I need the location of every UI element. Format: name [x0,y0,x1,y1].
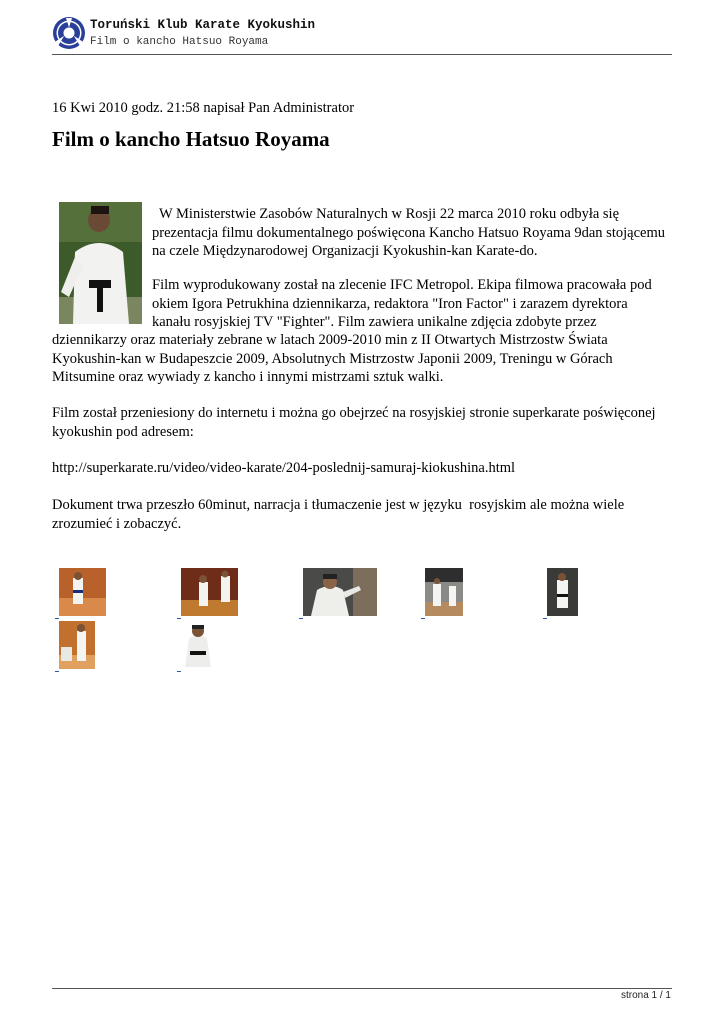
paragraph-duration [52,496,624,533]
page-number: strona 1 / 1 [620,990,671,1001]
gallery-thumbnail[interactable] [181,568,238,616]
gallery-link[interactable]: _ [543,612,547,619]
text-line: kanału rosyjskiej TV "Fighter". Film zawiera unikalne zdjęcia zdobyte przez [152,314,597,330]
gallery-link[interactable]: _ [55,665,59,672]
header-divider [52,54,672,55]
page-subtitle: Film o kancho Hatsuo Royama [90,36,269,48]
text-line: dziennikarzy oraz materiały zebrane w latach 2009-2010 min z II Otwartych Mistrzostw Świata [52,332,608,348]
text-line: Dokument trwa przeszło 60minut, narracja i tłumaczenie jest w języku rosyjskim ale można wiele [52,497,625,513]
text-line: zrozumieć i zobaczyć. [52,515,182,532]
text-line: Film wyprodukowany został na zlecenie IFC Metropol. Ekipa filmowa pracowała pod [152,277,652,293]
gallery-link[interactable]: _ [421,612,425,619]
paragraph-production [152,276,652,332]
gallery-link[interactable]: _ [299,612,303,619]
video-url: http://superkarate.ru/video/video-karate/204-poslednij-samuraj-kiokushina.html [52,460,516,476]
article-title: Film o kancho Hatsuo Royama [52,127,330,151]
gallery-thumbnail[interactable] [547,568,578,616]
site-title: Toruński Klub Karate Kyokushin [90,18,316,32]
text-line: okiem Igora Petrukhina dziennikarza, redaktora "Iron Factor" i zarazem dyrektora [152,295,628,312]
gallery-thumbnail[interactable] [425,568,463,616]
gallery-thumbnail[interactable] [181,621,215,669]
gallery-thumbnail[interactable] [59,568,106,616]
gallery-link[interactable]: _ [55,612,59,619]
text-line: Mitsumine oraz wywiady z kancho i innymi mistrzami sztuk walki. [52,369,444,385]
article-meta: 16 Kwi 2010 godz. 21:58 napisał Pan Administrator [52,100,355,116]
club-logo-icon [52,16,86,50]
footer-divider [52,988,672,989]
paragraph-intro [152,205,665,261]
gallery-link[interactable]: _ [177,665,181,672]
paragraph-online [52,404,656,441]
gallery-link[interactable]: _ [177,612,181,619]
text-line: Film został przeniesiony do internetu i można go obejrzeć na rosyjskiej stronie superkarate poświęconej [52,405,656,421]
karateka-photo [59,202,142,324]
text-line: W Ministerstwie Zasobów Naturalnych w Rosji 22 marca 2010 roku odbyła się [152,206,620,222]
text-line: prezentacja filmu dokumentalnego poświęcona Kancho Hatsuo Royama 9dan stojącemu [152,224,665,241]
gallery-thumbnail[interactable] [59,621,95,669]
text-line: Kyokushin-kan w Budapeszcie 2009, Absolutnych Mistrzostw Japonii 2009, Treningu w Górach [52,350,613,367]
paragraph-production-cont [52,331,613,387]
text-line: na czele Międzynarodowej Organizacji Kyokushin-kan Karate-do. [152,243,538,259]
text-line: kyokushin pod adresem: [52,423,194,440]
gallery-thumbnail[interactable] [303,568,377,616]
